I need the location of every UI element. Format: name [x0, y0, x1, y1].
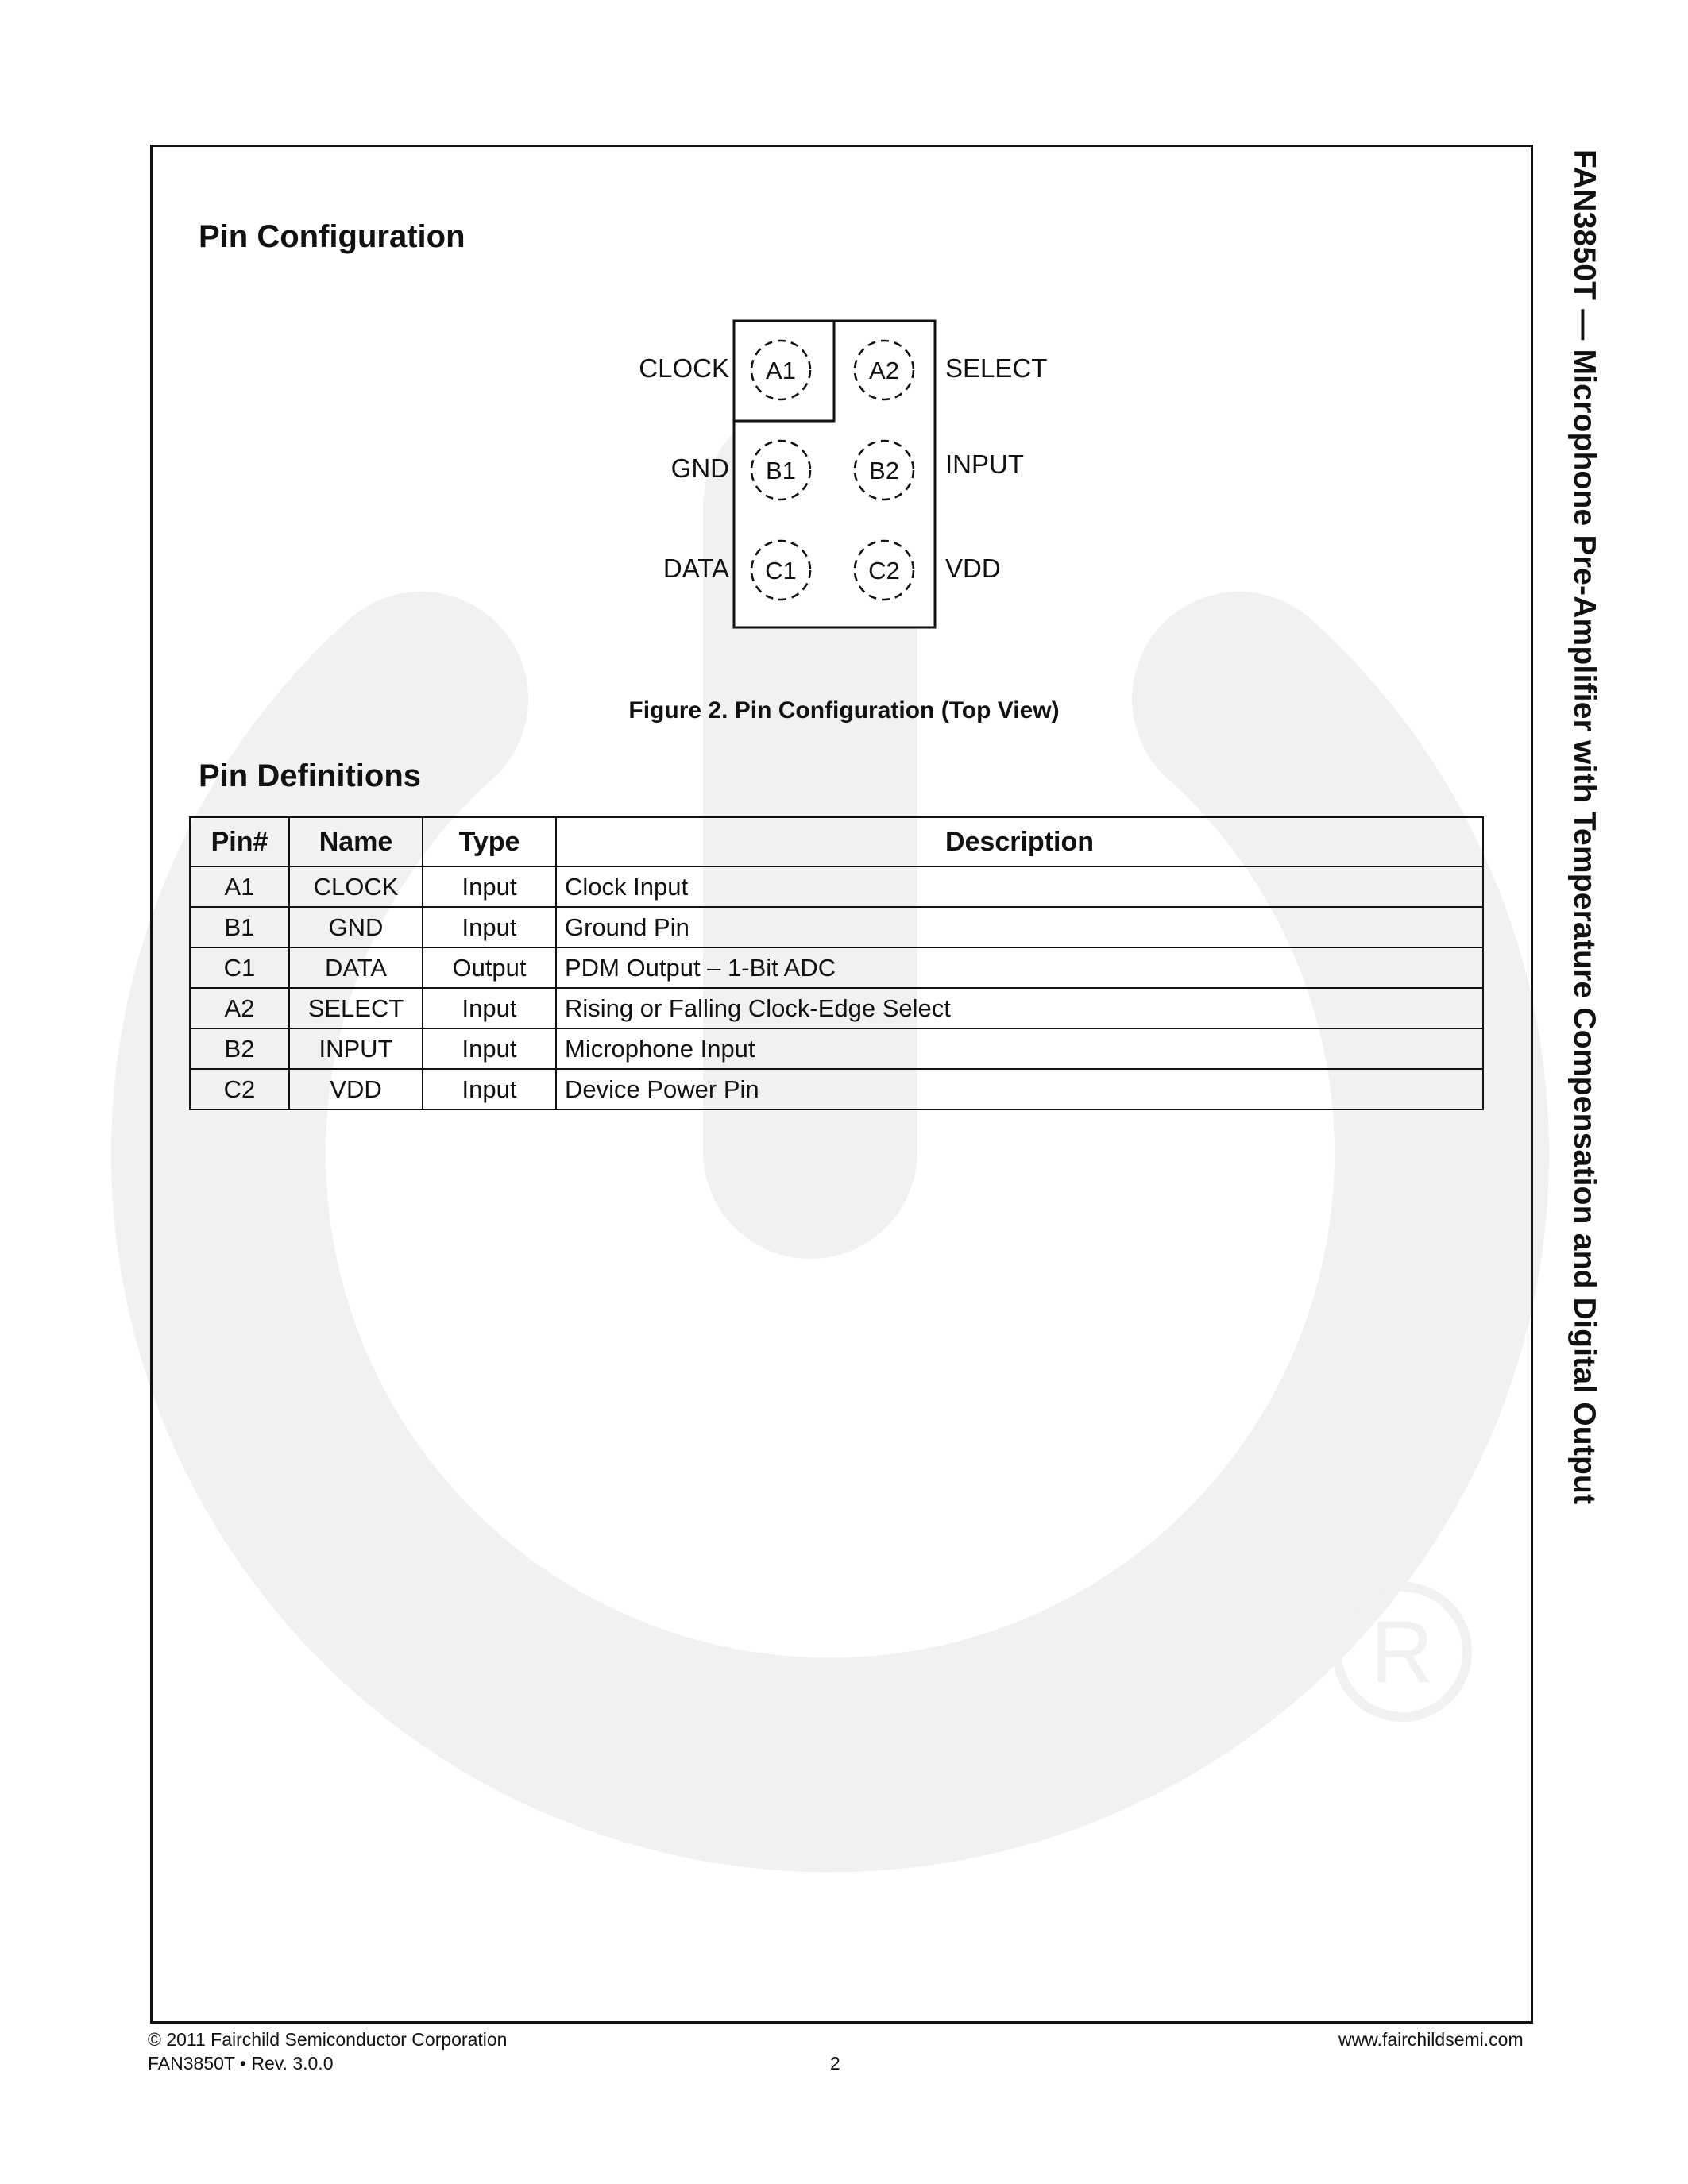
cell-pin: B2 [190, 1028, 289, 1069]
pin-id-a2: A2 [869, 357, 899, 384]
figure-caption: Figure 2. Pin Configuration (Top View) [628, 697, 1060, 723]
cell-description: Ground Pin [556, 907, 1483, 947]
pin-id-c2: C2 [868, 557, 900, 585]
pin-label-select: SELECT [945, 353, 1048, 383]
column-header-type: Type [423, 817, 556, 866]
pin-id-b1: B1 [766, 457, 796, 484]
cell-description: PDM Output – 1-Bit ADC [556, 947, 1483, 988]
pin-label-input: INPUT [945, 450, 1024, 479]
cell-type: Input [423, 988, 556, 1028]
pin-label-clock: CLOCK [639, 353, 729, 383]
pin-definitions-heading: Pin Definitions [199, 758, 421, 793]
cell-pin: A2 [190, 988, 289, 1028]
column-header-description: Description [556, 817, 1483, 866]
cell-pin: B1 [190, 907, 289, 947]
footer-website-link[interactable]: www.fairchildsemi.com [1338, 2029, 1524, 2050]
table-row [190, 1028, 1483, 1069]
pin-id-a1: A1 [766, 357, 796, 384]
pin-configuration-diagram [620, 318, 1064, 631]
pin-configuration-heading: Pin Configuration [199, 219, 465, 254]
table-row [190, 907, 1483, 947]
cell-type: Input [423, 1069, 556, 1109]
svg-text:R: R [1370, 1603, 1434, 1701]
column-header-name: Name [289, 817, 423, 866]
cell-description: Device Power Pin [556, 1069, 1483, 1109]
cell-type: Input [423, 1028, 556, 1069]
cell-name: VDD [289, 1069, 423, 1109]
table-row [190, 988, 1483, 1028]
column-header-pin: Pin# [190, 817, 289, 866]
table-row [190, 947, 1483, 988]
cell-name: DATA [289, 947, 423, 988]
footer-revision: FAN3850T • Rev. 3.0.0 [148, 2053, 334, 2074]
cell-name: GND [289, 907, 423, 947]
cell-type: Input [423, 866, 556, 907]
cell-description: Rising or Falling Clock-Edge Select [556, 988, 1483, 1028]
cell-description: Microphone Input [556, 1028, 1483, 1069]
cell-type: Input [423, 907, 556, 947]
cell-type: Output [423, 947, 556, 988]
pin-definitions-table [189, 816, 1484, 1110]
cell-description: Clock Input [556, 866, 1483, 907]
cell-name: INPUT [289, 1028, 423, 1069]
pin-label-gnd: GND [670, 453, 729, 483]
footer-copyright: © 2011 Fairchild Semiconductor Corporation [148, 2029, 508, 2050]
pin-label-data: DATA [662, 554, 729, 583]
cell-name: CLOCK [289, 866, 423, 907]
cell-pin: A1 [190, 866, 289, 907]
pin-id-b2: B2 [869, 457, 899, 484]
pin-label-vdd: VDD [945, 554, 1001, 583]
cell-pin: C1 [190, 947, 289, 988]
table-row [190, 866, 1483, 907]
table-row [190, 1069, 1483, 1109]
footer-page-number: 2 [830, 2053, 840, 2074]
cell-pin: C2 [190, 1069, 289, 1109]
table-header-row [190, 817, 1483, 866]
cell-name: SELECT [289, 988, 423, 1028]
pin-id-c1: C1 [765, 557, 797, 585]
document-side-title: FAN3850T — Microphone Pre-Amplifier with Temperature Compensation and Digital Output [1567, 149, 1601, 1505]
